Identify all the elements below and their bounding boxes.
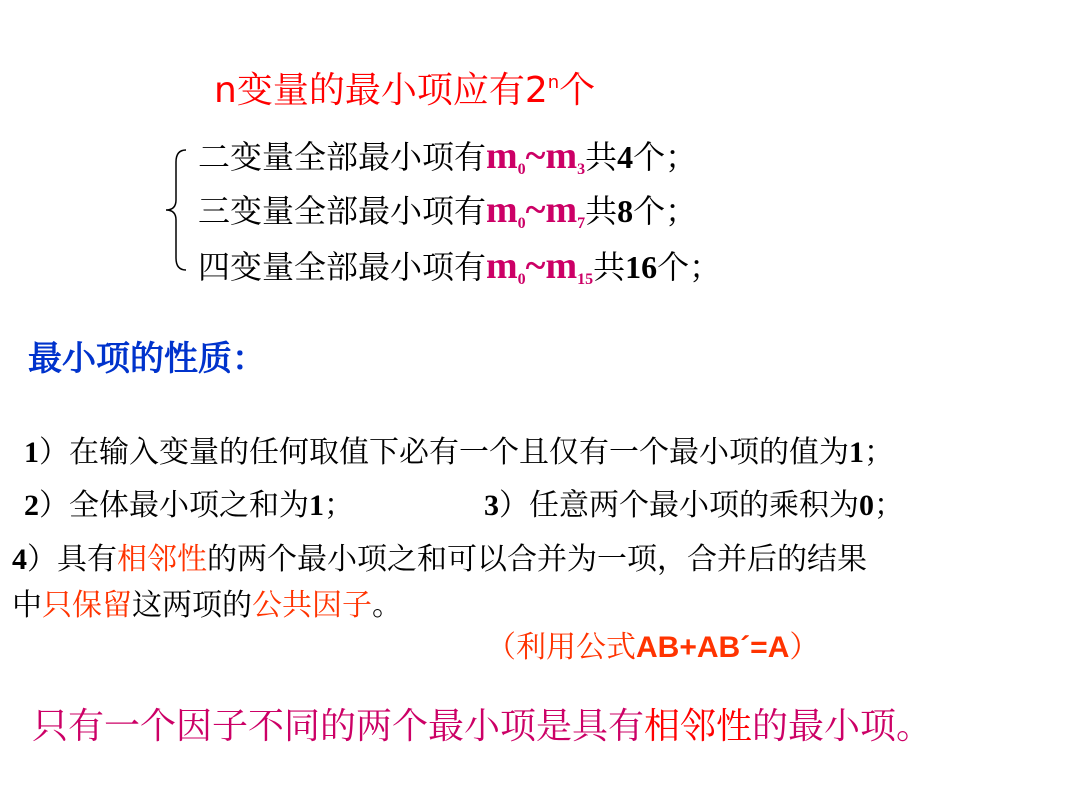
list-item-two-vars — [198, 134, 697, 192]
highlight-adjacency-conclusion: 相邻性 — [644, 706, 753, 747]
list-item-three-vars — [198, 188, 697, 246]
list-text: 四变量全部最小项有 — [198, 248, 487, 286]
title-text: n变量的最小项应有2 — [214, 70, 548, 111]
highlight-common-factor: 公共因子 — [252, 588, 372, 623]
list-text: 三变量全部最小项有 — [198, 192, 487, 230]
list-text: 二变量全部最小项有 — [198, 138, 487, 176]
conclusion-statement: 只有一个因子不同的两个最小项是具有相邻性的最小项。 — [32, 706, 933, 747]
minterm-range: $m_0\sim m_3$ — [486, 135, 586, 178]
property-1: 1）在输入变量的任何取值下必有一个且仅有一个最小项的值为1； — [24, 435, 894, 470]
list-suffix: 个； — [633, 192, 698, 230]
slide-title — [214, 60, 595, 114]
formula-expression: AB+AB´=A — [636, 631, 790, 664]
list-count: 8 — [617, 193, 634, 229]
property-2: 2）全体最小项之和为1； — [24, 488, 354, 523]
highlight-keep-only: 只保留 — [42, 588, 132, 623]
list-suffix: 个； — [657, 248, 722, 286]
property-4-line-1: 4）具有相邻性的两个最小项之和可以合并为一项，合并后的结果 — [12, 542, 867, 577]
minterm-range: $m_0\sim m_{15}$ — [486, 245, 594, 288]
title-exponent: n — [547, 72, 560, 93]
list-suffix: 个； — [633, 138, 698, 176]
property-3: 3）任意两个最小项的乘积为0； — [484, 488, 904, 523]
properties-heading: 最小项的性质： — [28, 339, 266, 379]
list-item-four-vars — [198, 244, 721, 302]
highlight-adjacency: 相邻性 — [117, 542, 207, 577]
formula-note: （利用公式AB+AB´=A） — [486, 630, 820, 665]
list-gong: 共 — [585, 192, 618, 230]
list-gong: 共 — [585, 138, 618, 176]
title-suffix: 个 — [559, 70, 596, 111]
minterm-range: $m_0\sim m_7$ — [486, 189, 586, 232]
list-gong: 共 — [593, 248, 626, 286]
list-count: 4 — [617, 139, 634, 175]
left-brace-icon — [160, 148, 190, 272]
property-4-line-2: 中只保留这两项的公共因子。 — [12, 588, 402, 623]
list-count: 16 — [625, 249, 658, 285]
